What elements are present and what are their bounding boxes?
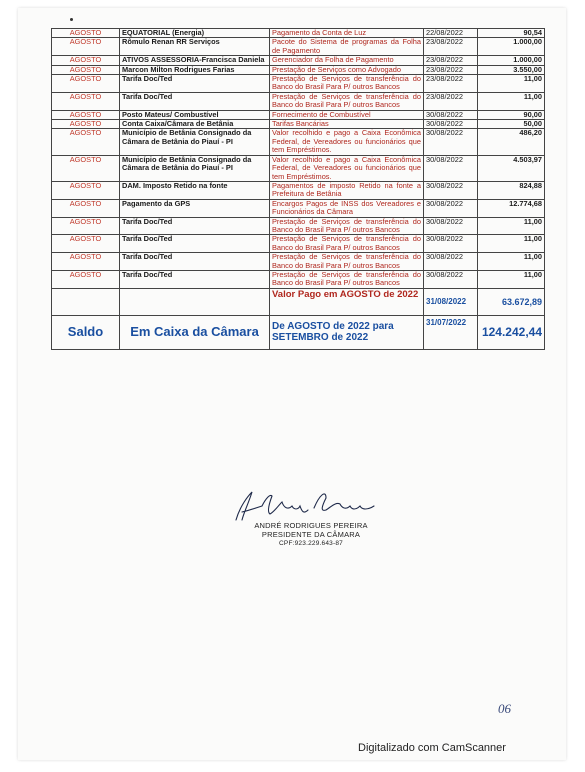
cell-payee: Tarifa Doc/Ted (120, 235, 270, 253)
total-row (52, 288, 545, 315)
saldo-date: 31/07/2022 (424, 315, 478, 349)
cell-amount: 4.503,97 (478, 155, 545, 181)
cell-date: 22/08/2022 (424, 29, 478, 38)
cell-month: AGOSTO (52, 235, 120, 253)
cell-desc: Prestação de Serviços de transferência do Banco do Brasil Para P/ outros Bancos (270, 270, 424, 288)
cell-date: 23/08/2022 (424, 65, 478, 74)
cell-month: AGOSTO (52, 129, 120, 155)
total-empty-payee (120, 288, 270, 315)
total-date: 31/08/2022 (424, 288, 478, 315)
cell-desc: Valor recolhido e pago a Caixa Econômica Federal, de Vereadores ou funcionários que tem Empréstimos. (270, 129, 424, 155)
cell-month: AGOSTO (52, 56, 120, 65)
cell-date: 30/08/2022 (424, 253, 478, 271)
total-label: Valor Pago em AGOSTO de 2022 (270, 288, 424, 315)
cell-month: AGOSTO (52, 92, 120, 110)
signature-scrawl (222, 484, 392, 524)
cell-desc: Prestação de Serviços como Advogado (270, 65, 424, 74)
cell-desc: Fornecimento de Combustível (270, 110, 424, 119)
cell-amount: 824,88 (478, 181, 545, 199)
page-number: 06 (498, 701, 511, 716)
cell-desc: Prestação de Serviços de transferência do Banco do Brasil Para P/ outros Bancos (270, 253, 424, 271)
signer-title: PRESIDENTE DA CÂMARA (261, 530, 361, 539)
cell-amount: 90,54 (478, 29, 545, 38)
expense-row (52, 29, 545, 38)
expense-row (52, 65, 545, 74)
expense-row (52, 181, 545, 199)
expense-row (52, 56, 545, 65)
cell-date: 23/08/2022 (424, 56, 478, 65)
cell-date: 30/08/2022 (424, 217, 478, 235)
cell-payee: Conta Caixa/Câmara de Betânia (120, 120, 270, 129)
expense-row (52, 199, 545, 217)
expense-row (52, 235, 545, 253)
cell-month: AGOSTO (52, 65, 120, 74)
total-empty-month (52, 288, 120, 315)
cell-desc: Prestação de Serviços de transferência do Banco do Brasil Para P/ outros Bancos (270, 235, 424, 253)
cell-payee: Marcon Milton Rodrigues Farias (120, 65, 270, 74)
cell-payee: Rômulo Renan RR Serviços (120, 38, 270, 56)
cell-amount: 1.000,00 (478, 56, 545, 65)
cell-date: 23/08/2022 (424, 75, 478, 93)
cell-date: 30/08/2022 (424, 199, 478, 217)
cell-desc: Gerenciador da Folha de Pagamento (270, 56, 424, 65)
expense-table-body (52, 29, 545, 350)
cell-payee: Tarifa Doc/Ted (120, 92, 270, 110)
cell-month: AGOSTO (52, 110, 120, 119)
cell-date: 30/08/2022 (424, 270, 478, 288)
expense-row (52, 120, 545, 129)
cell-date: 30/08/2022 (424, 155, 478, 181)
expense-row (52, 253, 545, 271)
cell-month: AGOSTO (52, 270, 120, 288)
expense-row (52, 155, 545, 181)
cell-payee: ATIVOS ASSESSORIA-Francisca Daniela (120, 56, 270, 65)
cell-amount: 11,00 (478, 75, 545, 93)
cell-payee: Município de Betânia Consignado da Câmara de Betânia do Piauí - PI (120, 129, 270, 155)
cell-month: AGOSTO (52, 38, 120, 56)
cell-amount: 90,00 (478, 110, 545, 119)
cell-month: AGOSTO (52, 29, 120, 38)
expense-table (51, 28, 545, 350)
saldo-description: De AGOSTO de 2022 para SETEMBRO de 2022 (270, 315, 424, 349)
cell-date: 23/08/2022 (424, 38, 478, 56)
cell-amount: 11,00 (478, 270, 545, 288)
saldo-amount: 124.242,44 (478, 315, 545, 349)
cell-desc: Prestação de Serviços de transferência do Banco do Brasil Para P/ outros Bancos (270, 75, 424, 93)
expense-row (52, 92, 545, 110)
cell-date: 30/08/2022 (424, 181, 478, 199)
cell-desc: Prestação de Serviços de transferência do Banco do Brasil Para P/ outros Bancos (270, 217, 424, 235)
cell-payee: Pagamento da GPS (120, 199, 270, 217)
cell-month: AGOSTO (52, 75, 120, 93)
cell-desc: Encargos Pagos de INSS dos Vereadores e Funcionários da Câmara (270, 199, 424, 217)
cell-payee: Tarifa Doc/Ted (120, 75, 270, 93)
cell-amount: 50,00 (478, 120, 545, 129)
cell-month: AGOSTO (52, 217, 120, 235)
cell-month: AGOSTO (52, 253, 120, 271)
cell-amount: 12.774,68 (478, 199, 545, 217)
saldo-caixa: Em Caixa da Câmara (120, 315, 270, 349)
total-amount: 63.672,89 (478, 288, 545, 315)
cell-amount: 486,20 (478, 129, 545, 155)
cell-month: AGOSTO (52, 199, 120, 217)
cell-date: 30/08/2022 (424, 129, 478, 155)
cell-date: 30/08/2022 (424, 110, 478, 119)
saldo-row (52, 315, 545, 349)
cell-month: AGOSTO (52, 155, 120, 181)
expense-row (52, 75, 545, 93)
cell-desc: Pacote do Sistema de programas da Folha de Pagamento (270, 38, 424, 56)
cell-payee: Tarifa Doc/Ted (120, 270, 270, 288)
cell-payee: Município de Betânia Consignado da Câmara de Betânia do Piauí - PI (120, 155, 270, 181)
camscanner-label: Digitalizado com CamScanner (358, 742, 506, 754)
cell-amount: 3.550,00 (478, 65, 545, 74)
cell-desc: Pagamentos de imposto Retido na fonte a Prefeitura de Betânia (270, 181, 424, 199)
cell-payee: EQUATORIAL (Energia) (120, 29, 270, 38)
signer-cpf: CPF:923.229.643-87 (279, 540, 343, 547)
cell-amount: 11,00 (478, 217, 545, 235)
cell-amount: 11,00 (478, 92, 545, 110)
cell-date: 30/08/2022 (424, 235, 478, 253)
cell-payee: Posto Mateus/ Combustível (120, 110, 270, 119)
cell-desc: Tarifas Bancárias (270, 120, 424, 129)
cell-desc: Pagamento da Conta de Luz (270, 29, 424, 38)
cell-date: 30/08/2022 (424, 120, 478, 129)
cell-month: AGOSTO (52, 120, 120, 129)
expense-row (52, 110, 545, 119)
expense-row (52, 270, 545, 288)
expense-row (52, 129, 545, 155)
expense-row (52, 38, 545, 56)
scan-speck (70, 18, 73, 21)
expense-row (52, 217, 545, 235)
cell-date: 23/08/2022 (424, 92, 478, 110)
cell-amount: 1.000,00 (478, 38, 545, 56)
cell-desc: Valor recolhido e pago a Caixa Econômica Federal, de Vereadores ou funcionários que tem Empréstimos. (270, 155, 424, 181)
cell-amount: 11,00 (478, 235, 545, 253)
signer-name: ANDRÉ RODRIGUES PEREIRA (254, 521, 368, 530)
cell-month: AGOSTO (52, 181, 120, 199)
cell-desc: Prestação de Serviços de transferência do Banco do Brasil Para P/ outros Bancos (270, 92, 424, 110)
cell-payee: Tarifa Doc/Ted (120, 253, 270, 271)
cell-amount: 11,00 (478, 253, 545, 271)
cell-payee: Tarifa Doc/Ted (120, 217, 270, 235)
signature-block (236, 521, 386, 548)
cell-payee: DAM. Imposto Retido na fonte (120, 181, 270, 199)
saldo-label: Saldo (52, 315, 120, 349)
